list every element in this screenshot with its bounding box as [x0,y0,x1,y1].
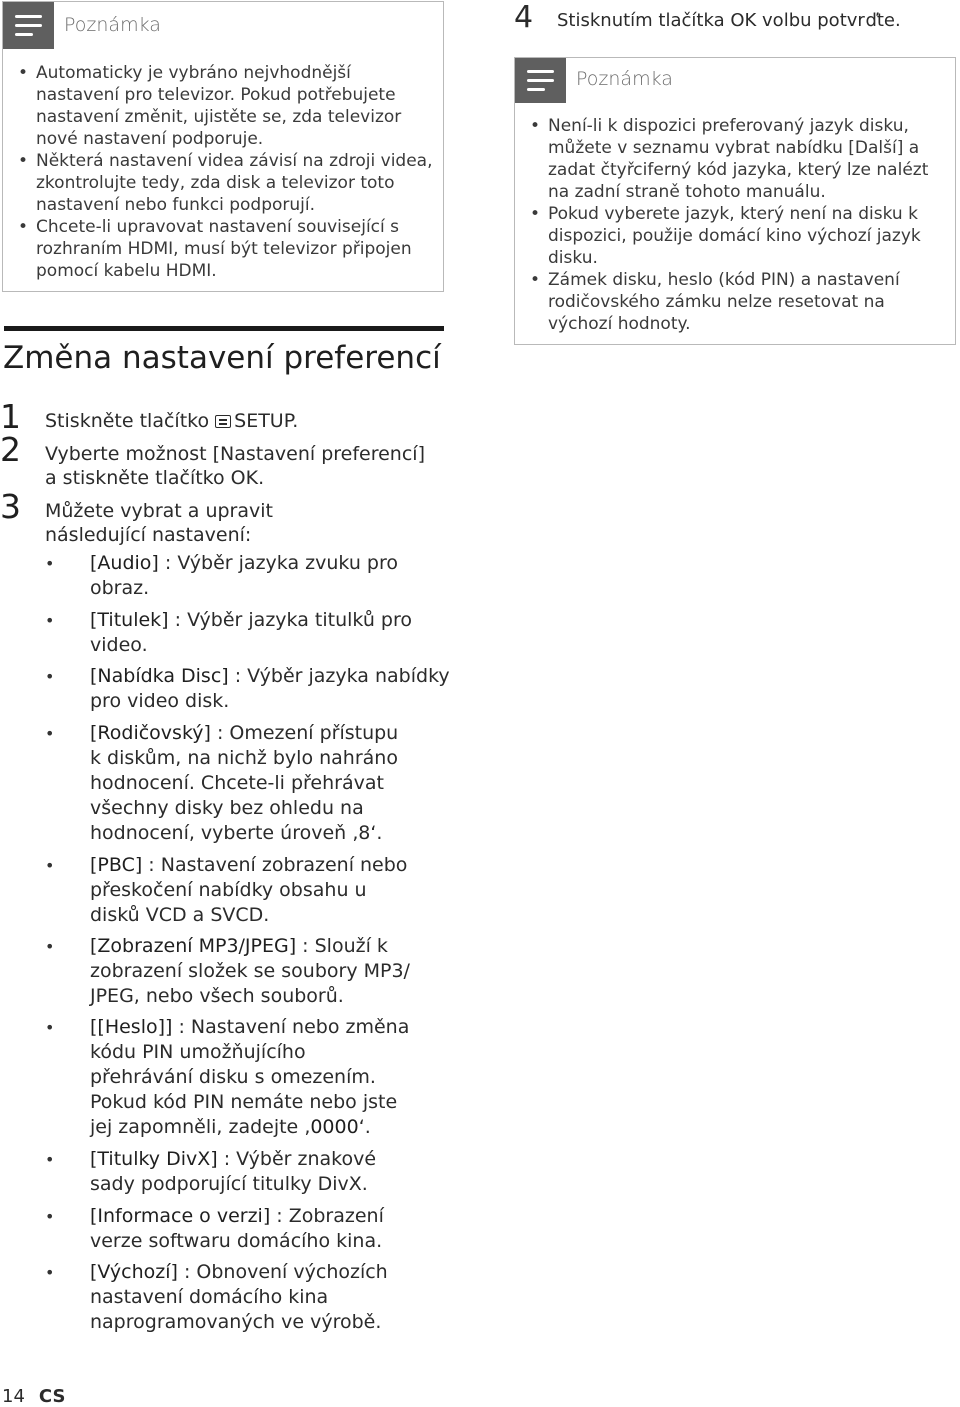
note-item: • Některá nastavení videa závisí na zdroji videa, zkontrolujte tedy, zda disk a televizor toto nastavení nebo funkci podporují. [16,150,436,216]
step-text-part: a stiskněte tlačítko [45,467,231,489]
note-item [528,115,948,203]
note-icon [3,2,54,49]
step-text-part: Vyberte možnost [45,443,213,465]
step-number: 3 [0,487,21,526]
section-rule [4,326,444,331]
note-title: Poznámka [64,14,161,36]
note-item: • Automaticky je vybráno nejvhodnější nastavení pro televizor. Pokud potřebujete nastavení změnit, ujistěte se, zda televizor nové nastavení podporuje. [16,62,436,150]
option-desc-tail: ‘. [358,1116,371,1138]
step-text-part: volbu potvrďte. [756,10,901,31]
option-key: [Nabídka Disc] [90,665,229,687]
step-text-part: . [258,467,265,489]
setup-icon [215,415,231,428]
option-item [45,934,420,1009]
option-item [45,721,400,846]
option-desc: : Zobrazení verze softwaru domácího kina. [90,1205,384,1252]
option-desc: : Výběr znakové sady podporující titulky DivX. [90,1148,377,1195]
step-text-part: . [292,410,299,432]
option-key: [Titulky DivX] [90,1148,218,1170]
option-key: [[Heslo]] [90,1016,173,1038]
note-header [515,58,955,103]
option-desc: : Výběr jazyka nabídky pro video disk. [90,665,450,712]
step-number: 4 [514,0,534,35]
section-title: Změna nastavení preferencí [3,340,441,376]
option-key: [Výchozí] [90,1261,178,1283]
step-text: Můžete vybrat a upravit následující nastavení: [45,500,273,546]
option-item [45,608,450,658]
step-text [45,409,435,433]
option-desc: : Výběr jazyka titulků pro video. [90,609,412,656]
page-footer [2,1386,65,1407]
option-key: [Titulek] [90,609,169,631]
page-number: 14 [2,1386,25,1407]
option-desc: : Výběr jazyka zvuku pro obraz. [90,552,398,599]
step-text [557,10,901,31]
note-list [528,115,948,335]
option-item [45,1260,390,1335]
option-code: 0000 [310,1116,359,1138]
option-desc: : Nastavení nebo změna kódu PIN umožňujícího přehrávání disku s omezením. Pokud kód PIN nemáte nebo jste jej zapomněli, zadejte ‚ [90,1016,410,1138]
step-text [45,442,435,490]
language-code: CS [38,1386,66,1407]
step-number: 1 [0,397,21,436]
option-key: [PBC] [90,854,143,876]
note-list [16,62,436,282]
option-key: [Zobrazení MP3/JPEG] [90,935,297,957]
note-header [3,2,443,49]
option-desc: : Nastavení zobrazení nebo přeskočení nabídky obsahu u disků VCD a SVCD. [90,854,408,926]
step-number: 2 [0,430,21,469]
option-desc: : Omezení přístupu k diskům, na nichž bylo nahráno hodnocení. Chcete-li přehrávat všechny disky bez ohledu na hodnocení, vyberte úroveň ‚8‘. [90,722,399,844]
option-key: [Audio] [90,552,159,574]
step-text-part: Stisknutím tlačítka [557,10,731,31]
step-key: OK [230,467,259,489]
step-key: [Nastavení preferencí] [212,443,425,465]
option-desc: : Slouží k zobrazení složek se soubory MP3/ JPEG, nebo všech souborů. [90,935,410,1007]
step-key: SETUP [234,410,293,432]
option-key: [Rodičovský] [90,722,211,744]
step-text-part: Stiskněte tlačítko [45,410,216,432]
note-key: [Další] [848,138,904,158]
note-icon [515,58,566,103]
note-title: Poznámka [576,68,673,90]
note-item: • Chcete-li upravovat nastavení související s rozhraním HDMI, musí být televizor připojen pomocí kabelu HDMI. [16,216,436,282]
option-item [45,664,450,714]
note-box-left [2,1,444,292]
option-item [45,1147,420,1197]
option-item [45,551,450,601]
option-item [45,853,410,928]
option-item [45,1015,410,1140]
note-text: Pokud vyberete jazyk, který není na disku k dispozici, použije domácí kino výchozí jazyk disku. [548,204,921,268]
note-text: Není-li k dispozici preferovaný jazyk disku, můžete v seznamu vybrat nabídku [548,116,909,158]
option-item [45,1204,435,1254]
note-item [528,203,948,269]
note-box-right [514,57,956,345]
note-text: Zámek disku, heslo (kód PIN) a nastavení rodičovského zámku nelze resetovat na výchozí hodnoty. [548,270,900,334]
option-key: [Informace o verzi] [90,1205,271,1227]
option-desc: : Obnovení výchozích nastavení domácího kina naprogramovaných ve výrobě. [90,1261,388,1333]
step-key: OK [730,10,757,31]
note-text: a zadat čtyřciferný kód jazyka, který lze nalézt na zadní straně tohoto manuálu. [548,138,929,202]
note-item [528,269,948,335]
